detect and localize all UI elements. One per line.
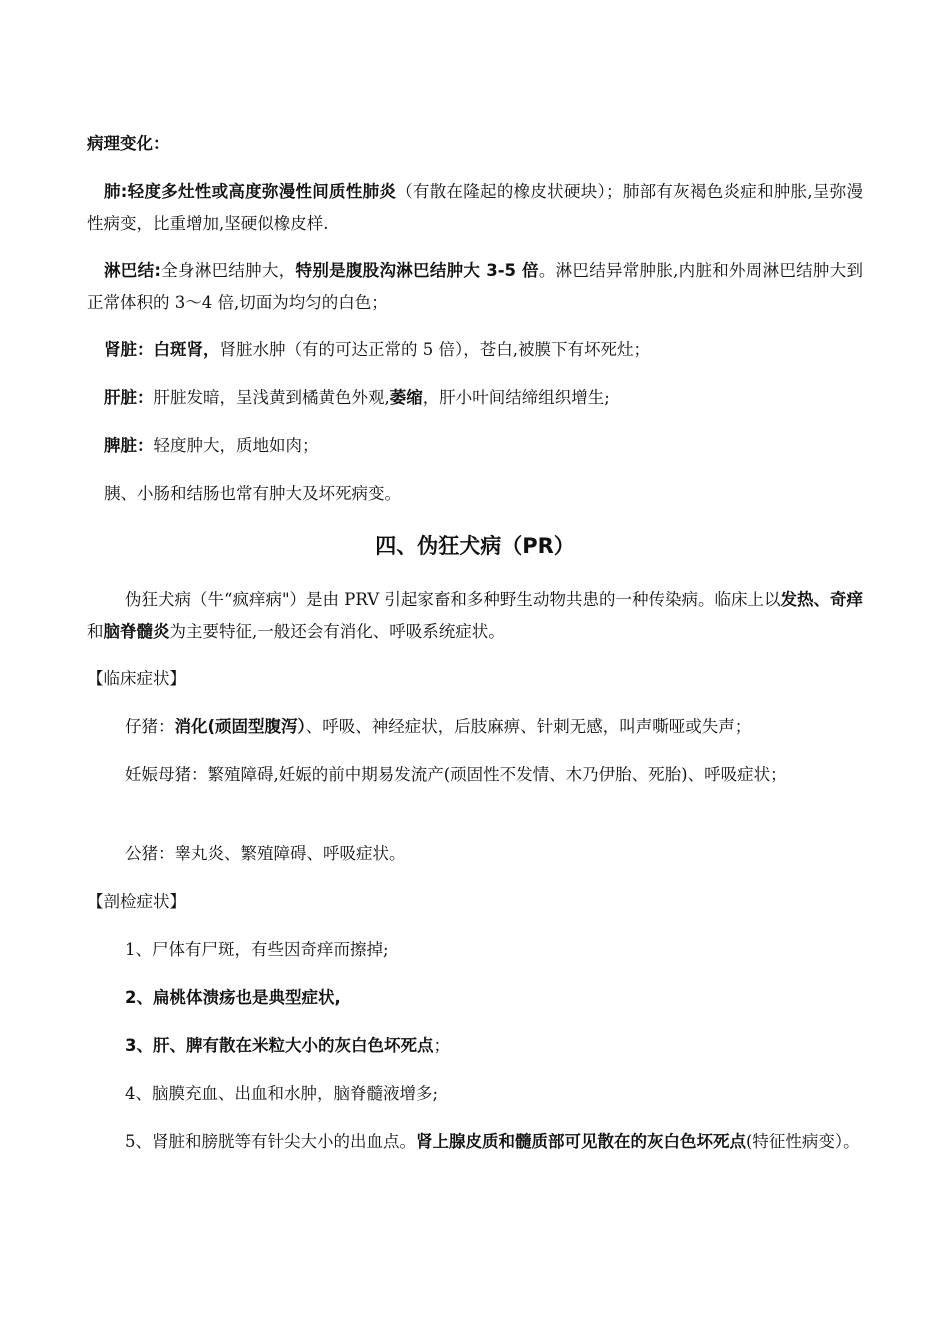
lung-paragraph bbox=[87, 176, 863, 240]
sow-paragraph: 妊娠母猪：繁殖障碍,妊娠的前中期易发流产(顽固性不发情、木乃伊胎、死胎)、呼吸症状； bbox=[125, 765, 787, 784]
lung-label: 肺: bbox=[104, 182, 128, 201]
necropsy-item-5: 5、肾脏和膀胱等有针尖大小的出血点。肾上腺皮质和髓质部可见散在的灰白色坏死点(特征性病变）。 bbox=[125, 1132, 860, 1151]
boar-paragraph: 公猪：睾丸炎、繁殖障碍、呼吸症状。 bbox=[125, 844, 406, 863]
spleen-paragraph: 脾脏：轻度肿大，质地如肉； bbox=[104, 436, 319, 455]
kidney-bold: 白斑肾， bbox=[153, 340, 220, 359]
other-organs-paragraph: 胰、小肠和结肠也常有肿大及坏死病变。 bbox=[104, 484, 401, 503]
intro-paragraph: 伪狂犬病（牛“疯痒病"）是由 PRV 引起家畜和多种野生动物共患的一种传染病。临床上以发热、奇痒和脑脊髓炎为主要特征,一般还会有消化、呼吸系统症状。 bbox=[87, 590, 863, 641]
kidney-label: 肾脏： bbox=[104, 340, 154, 359]
kidney-paragraph: 肾脏：白斑肾，肾脏水肿（有的可达正常的 5 倍），苍白,被膜下有坏死灶； bbox=[104, 340, 650, 359]
lymph-label: 淋巴结: bbox=[104, 261, 161, 280]
necropsy-heading: 【剖检症状】 bbox=[87, 892, 186, 911]
lung-bold: 轻度多灶性或高度弥漫性间质性肺炎 bbox=[127, 182, 397, 201]
necropsy-item-2: 2、扁桃体溃疡也是典型症状, bbox=[125, 988, 341, 1007]
necropsy-item-1: 1、尸体有尸斑，有些因奇痒而擦掉; bbox=[125, 940, 389, 959]
liver-paragraph: 肝脏：肝脏发暗，呈浅黄到橘黄色外观,萎缩，肝小叶间结缔组织增生; bbox=[104, 388, 610, 407]
necropsy-item-3: 3、肝、脾有散在米粒大小的灰白色坏死点； bbox=[125, 1036, 450, 1055]
necropsy-item-4: 4、脑膜充血、出血和水肿，脑脊髓液增多; bbox=[125, 1084, 439, 1103]
piglet-paragraph: 仔猪：消化(顽固型腹泻）、呼吸、神经症状，后肢麻痹、针刺无感，叫声嘶哑或失声； bbox=[125, 717, 752, 736]
clinical-heading: 【临床症状】 bbox=[87, 669, 186, 688]
lymph-bold: 特别是腹股沟淋巴结肿大 3-5 倍 bbox=[295, 261, 539, 280]
liver-label: 肝脏： bbox=[104, 388, 154, 407]
spleen-label: 脾脏： bbox=[104, 436, 154, 455]
liver-bold: 萎缩 bbox=[389, 388, 423, 407]
section-title: 四、伪狂犬病（PR） bbox=[375, 534, 575, 558]
pathology-heading: 病理变化： bbox=[87, 134, 170, 153]
lymph-paragraph: 淋巴结:全身淋巴结肿大，特别是腹股沟淋巴结肿大 3-5 倍。淋巴结异常肿胀,内脏和外周淋巴结肿大到正常体积的 3～4 倍,切面为均匀的白色； bbox=[87, 261, 864, 312]
lung-text: （有散在隆起的橡皮状硬块）；肺部有灰褐色炎症和肿胀,呈弥漫性病变，比重增加,坚硬似橡皮样. bbox=[87, 182, 863, 233]
